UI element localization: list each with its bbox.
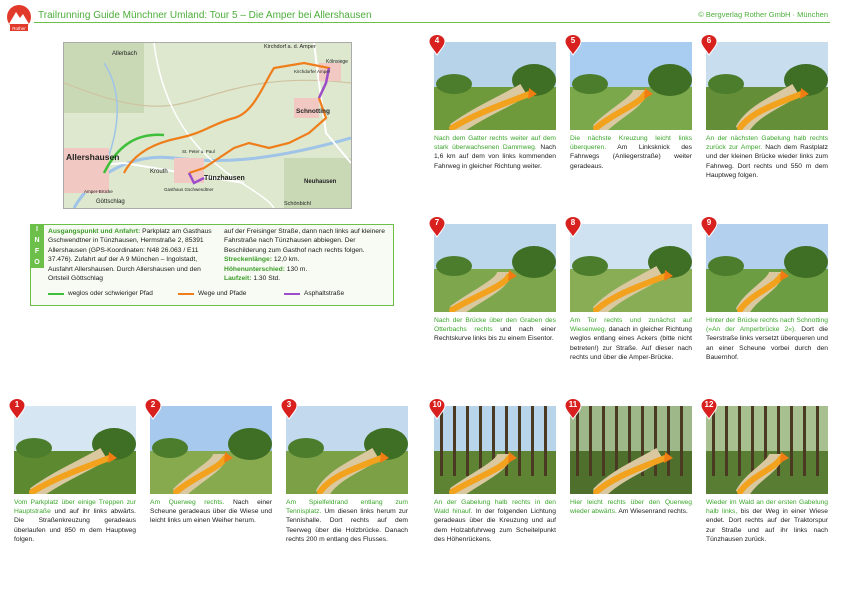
step-number: 2 — [150, 400, 156, 409]
map-label: Kirchdorf a. d. Amper — [264, 44, 316, 50]
logo-text: Rother — [12, 26, 26, 31]
step-description: An der Gabelung halb rechts in den Wald hinauf. In der folgenden Lichtung geradeaus über die Kreuzung und auf dem Holzabfuhrweg zum Scheitelpunkt des Höhenrückens. — [434, 499, 556, 543]
step-description: Am Tor rechts und zunächst auf Wiesenweg, danach in gleicher Richtung weglos entlang eines Ackers (bitte nicht betreten!) zur Straße. Auf dieser nach rechts und über die Amper-Brücke. — [570, 317, 692, 361]
step-marker-icon — [564, 216, 582, 238]
step-number: 12 — [704, 400, 714, 409]
map-label: Schnotting — [296, 108, 330, 115]
step-description: Nach der Brücke über den Graben des Otterbachs rechts und nach einer Rechtskurve links bis zu einem Eisentor. — [434, 317, 556, 343]
step-marker-icon — [8, 398, 26, 420]
route-photo — [570, 406, 692, 494]
map-label: Amper-Brücke — [84, 189, 113, 194]
legend-item: weglos oder schwieriger Pfad — [48, 290, 153, 297]
step-marker-icon — [144, 398, 162, 420]
map-label: Neuhausen — [304, 179, 337, 185]
step-marker-icon — [428, 216, 446, 238]
map-label: Allerbach — [112, 51, 138, 57]
publisher-credit: © Bergverlag Rother GmbH · München — [698, 10, 828, 19]
map-label: Kölnsiege — [326, 59, 348, 65]
map-label: Gasthaus Gschwendtner — [164, 187, 214, 192]
page-title: Trailrunning Guide Münchner Umland: Tour 5 – Die Amper bei Allershausen — [38, 10, 372, 21]
info-start: Ausgangspunkt und Anfahrt: Parkplatz am Gasthaus Gschwendtner in Tünzhausen, Hermstraße 2, 85391 Allershausen (GPS-Koordinaten: N48 26.063 / E11 37.476). Zufahrt auf der A 9 München – Ingolstadt, Ausfahrt Allershausen. Durch Allershausen und den Ortsteil Göttschlag — [48, 228, 212, 283]
step-marker-icon — [700, 34, 718, 56]
route-photo — [434, 42, 556, 130]
map-label: Tünzhausen — [204, 175, 245, 182]
step-number: 7 — [434, 218, 440, 227]
step-description: Am Spielfeldrand entlang zum Tennisplatz. Um diesen links herum zur Tennishalle. Dort rechts auf dem Teerweg über die Holzbrücke. Danach rechts 200 m entlang des Flusses. — [286, 499, 408, 543]
step-marker-icon — [428, 398, 446, 420]
map-label: Schönbichl — [284, 201, 311, 207]
step-description: Nach dem Gatter rechts weiter auf dem stark überwachsenen Dammweg. Nach 1,6 km auf dem von links kommenden Fahrweg in gleicher Richtung weiter. — [434, 135, 556, 170]
step-description: Hinter der Brücke rechts nach Schnotting (»An der Amperbrücke 2«). Dort die Teerstraße links versetzt überqueren und an einer Scheune vorbei durch den Bauernhof. — [706, 317, 828, 361]
map-label: St. Peter u. Paul — [182, 149, 215, 154]
step-number: 11 — [568, 400, 578, 409]
step-number: 3 — [286, 400, 292, 409]
map-label: Krouth — [150, 169, 168, 175]
map-label: Kirchdorfer Amper — [294, 69, 331, 74]
route-photo — [434, 406, 556, 494]
info-details: auf der Freisinger Straße, dann nach links auf kleinere Fahrstraße nach Tünzhausen abbiegen. Der Beschilderung zum Gasthof nach rechts folgen. Streckenlänge: 12,0 km. Höhenunterschied: 130 m. Laufzeit: 1.30 Std. — [224, 228, 385, 283]
legend-item: Asphaltstraße — [284, 290, 344, 297]
step-marker-icon — [428, 34, 446, 56]
route-photo — [434, 224, 556, 312]
step-number: 4 — [434, 36, 440, 45]
step-marker-icon — [564, 398, 582, 420]
route-photo — [14, 406, 136, 494]
step-number: 10 — [432, 400, 442, 409]
step-description: Wieder im Wald an der ersten Gabelung halb links, bis der Weg in einer Wiese endet. Dort rechts auf der Traktorspur zur Straße und auf ihr links nach Tünzhausen zurück. — [706, 499, 828, 543]
route-photo — [706, 224, 828, 312]
step-description: Vom Parkplatz über einige Treppen zur Hauptstraße und auf ihr links abwärts. Die Straßenkreuzung geradeaus überlaufen und 850 m dem Hauptweg folgen. — [14, 499, 136, 543]
step-number: 6 — [706, 36, 712, 45]
step-description: Die nächste Kreuzung leicht links überqueren. Am Linksknick des Fahrwegs (Anliegerstraße) weiter geradeaus. — [570, 135, 692, 170]
route-map — [63, 42, 352, 209]
route-photo — [570, 42, 692, 130]
step-marker-icon — [700, 398, 718, 420]
route-photo — [150, 406, 272, 494]
route-photo — [706, 42, 828, 130]
map-label: Göttschlag — [96, 199, 125, 205]
step-description: Hier leicht rechts über den Querweg wieder abwärts. Am Wiesenrand rechts. — [570, 499, 692, 516]
route-photo — [286, 406, 408, 494]
step-description: Am Querweg rechts. Nach einer Scheune geradeaus über die Wiese und leicht links um einen Weiher herum. — [150, 499, 272, 525]
step-marker-icon — [564, 34, 582, 56]
step-marker-icon — [280, 398, 298, 420]
legend-item: Wege und Pfade — [178, 290, 246, 297]
step-description: An der nächsten Gabelung halb rechts zurück zur Amper. Nach dem Rastplatz und der kleinen Brücke wieder links zum Fahrweg. Dort rechts und 550 m dem Hauptweg folgen. — [706, 135, 828, 179]
step-number: 1 — [14, 400, 20, 409]
step-marker-icon — [700, 216, 718, 238]
step-number: 5 — [570, 36, 576, 45]
info-side-label: I N F O — [30, 224, 44, 284]
header-divider — [34, 22, 830, 23]
route-photo — [570, 224, 692, 312]
step-number: 9 — [706, 218, 712, 227]
route-photo — [706, 406, 828, 494]
rother-logo-icon — [6, 4, 32, 34]
step-number: 8 — [570, 218, 576, 227]
map-legend — [48, 290, 393, 302]
map-label: Allershausen — [66, 152, 120, 162]
